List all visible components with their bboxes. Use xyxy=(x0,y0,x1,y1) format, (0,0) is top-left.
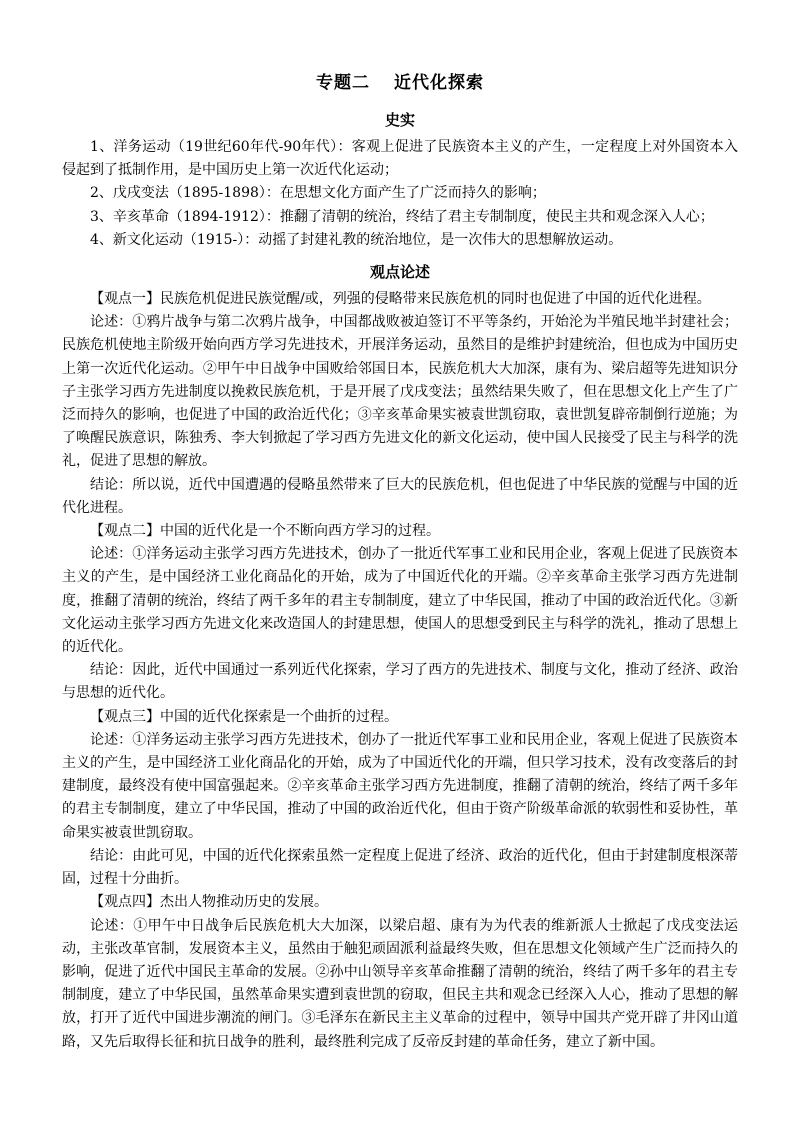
section-heading-facts: 史实 xyxy=(384,111,415,129)
title-sub: 近代化探索 xyxy=(394,73,484,93)
view-argument: 论述：①鸦片战争与第二次鸦片战争，中国都战败被迫签订不平等条约，开始沦为半殖民地半封建社会；民族危机使地主阶级开始向西方学习先进技术，开展洋务运动，虽然目的是维护封建统治，但也成为中国历史上第一次近代化运动。②甲午中日战争中国败给邻国日本，民族危机大大加深，康有为、梁启超等先进知识分子主张学习西方先进制度以挽救民族危机，于是开展了戊戌变法；虽然结果失败了，但在思想文化上产生了广泛而持久的影响，也促进了中国的政治近代化；③辛亥革命果实被袁世凯窃取，袁世凯复辟帝制倒行逆施；为了唤醒民族意识，陈独秀、李大钊掀起了学习西方先进文化的新文化运动，使中国人民接受了民主与科学的洗礼，促进了思想的解放。 xyxy=(62,314,738,470)
view-headline xyxy=(62,520,738,543)
view-tag: 【观点三】 xyxy=(90,708,160,725)
fact-item: 1、洋务运动（19世纪60年代-90年代）：客观上促进了民族资本主义的产生，一定程度上对外国资本入侵起到了抵制作用，是中国历史上第一次近代化运动； xyxy=(62,139,738,179)
page-title xyxy=(62,70,738,96)
view-conclusion: 结论：因此，近代中国通过一系列近代化探索，学习了西方的先进技术、制度与文化，推动了经济、政治与思想的近代化。 xyxy=(62,662,738,702)
view-tag: 【观点一】 xyxy=(90,291,160,308)
fact-item: 2、戊戌变法（1895-1898）：在思想文化方面产生了广泛而持久的影响； xyxy=(90,185,546,202)
view-headline xyxy=(62,891,738,914)
fact-item: 3、辛亥革命（1894-1912）：推翻了清朝的统治，终结了君主专制制度，使民主共和观念深入人心； xyxy=(90,208,714,225)
view-headline-text: 杰出人物推动历史的发展。 xyxy=(160,894,328,911)
document-content xyxy=(62,70,738,1054)
view-tag: 【观点二】 xyxy=(90,523,160,540)
view-tag: 【观点四】 xyxy=(90,894,160,911)
view-headline-text: 民族危机促进民族觉醒/或，列强的侵略带来民族危机的同时也促进了中国的近代化进程。 xyxy=(160,291,711,308)
view-argument: 论述：①洋务运动主张学习西方先进技术，创办了一批近代军事工业和民用企业，客观上促进了民族资本主义的产生，是中国经济工业化商品化的开始，成为了中国近代化的开端，但只学习技术，没有改变落后的封建制度，最终没有使中国富强起来。②辛亥革命主张学习西方先进制度，推翻了清朝的统治，终结了两千多年的君主专制制度，建立了中华民国，推动了中国的政治近代化，但由于资产阶级革命派的软弱性和妥协性，革命果实被袁世凯窃取。 xyxy=(62,731,738,841)
view-headline-text: 中国的近代化是一个不断向西方学习的过程。 xyxy=(160,523,440,540)
view-argument: 论述：①洋务运动主张学习西方先进技术，创办了一批近代军事工业和民用企业，客观上促进了民族资本主义的产生，是中国经济工业化商品化的开始，成为了中国近代化的开端。②辛亥革命主张学习西方先进制度，推翻了清朝的统治，终结了两千多年的君主专制制度，建立了中华民国，推动了中国的政治近代化。③新文化运动主张学习西方先进文化来改造国人的封建思想，使国人的思想受到民主与科学的洗礼，推动了思想上的近代化。 xyxy=(62,546,738,656)
section-heading-views: 观点论述 xyxy=(369,263,430,282)
view-headline xyxy=(62,288,738,311)
view-conclusion: 结论：所以说，近代中国遭遇的侵略虽然带来了巨大的民族危机，但也促进了中华民族的觉醒与中国的近代化进程。 xyxy=(62,476,738,516)
view-headline-text: 中国的近代化探索是一个曲折的过程。 xyxy=(160,708,398,725)
fact-item: 4、新文化运动（1915-）：动摇了封建礼教的统治地位，是一次伟大的思想解放运动。 xyxy=(90,231,623,248)
view-headline xyxy=(62,706,738,729)
title-main: 专题二 xyxy=(316,73,370,93)
view-argument: 论述：①甲午中日战争后民族危机大大加深，以梁启超、康有为为代表的维新派人士掀起了戊戌变法运动，主张改革官制，发展资本主义，虽然由于触犯顽固派利益最终失败，但在思想文化领域产生广泛而持久的影响，促进了近代中国民主革命的发展。②孙中山领导辛亥革命推翻了清朝的统治，终结了两千多年的君主专制制度，建立了中华民国，虽然革命果实遭到袁世凯的窃取，但民主共和观念已经深入人心，推动了思想的解放，打开了近代中国进步潮流的闸门。③毛泽东在新民主主义革命的过程中，领导中国共产党开辟了井冈山道路，又先后取得长征和抗日战争的胜利，最终胜利完成了反帝反封建的革命任务，建立了新中国。 xyxy=(62,917,738,1050)
view-conclusion: 结论：由此可见，中国的近代化探索虽然一定程度上促进了经济、政治的近代化，但由于封建制度根深蒂固，过程十分曲折。 xyxy=(62,847,738,888)
